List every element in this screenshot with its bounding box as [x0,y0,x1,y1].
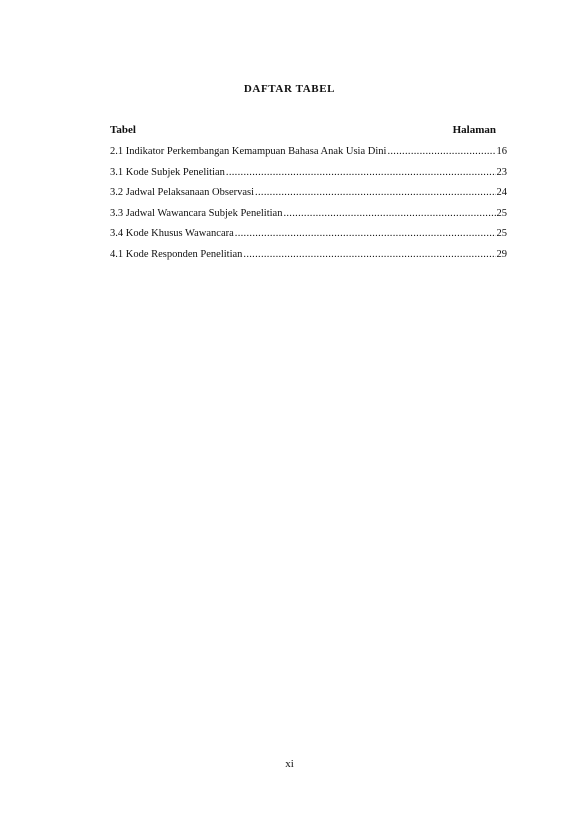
toc-entry [110,204,507,225]
toc-entry-label: 3.1 Kode Subjek Penelitian [110,166,225,178]
toc-entry-page: 23 [496,166,507,178]
column-header-table: Tabel [110,124,136,136]
dot-leader [255,183,495,204]
toc-entry-label: 3.3 Jadwal Wawancara Subjek Penelitian [110,207,283,219]
toc-entry-page: 16 [496,146,507,157]
dot-leader [243,245,495,266]
toc-entry [110,224,507,245]
dot-leader [226,163,496,184]
table-list-header [110,124,496,136]
toc-entry [110,183,507,204]
toc-entry-page: 29 [496,248,507,260]
toc-entry-label: 2.1 Indikator Perkembangan Kemampuan Bahasa Anak Usia Dini [110,146,387,157]
toc-entry [110,245,507,266]
toc-entry [110,163,507,184]
toc-entry-page: 25 [496,228,507,240]
page-title: DAFTAR TABEL [243,83,336,95]
toc-entry-page: 24 [496,187,507,199]
dot-leader [235,224,496,245]
dot-leader [283,204,495,225]
column-header-page: Halaman [452,124,496,136]
toc-entry-label: 4.1 Kode Responden Penelitian [110,248,243,260]
toc-entry-label: 3.4 Kode Khusus Wawancara [110,228,234,240]
toc-entry-label: 3.2 Jadwal Pelaksanaan Observasi [110,187,255,199]
toc-entry [110,142,507,163]
page-number: xi [285,758,294,770]
dot-leader [387,142,495,163]
toc-entry-page: 25 [496,207,507,219]
table-of-tables [110,142,507,266]
